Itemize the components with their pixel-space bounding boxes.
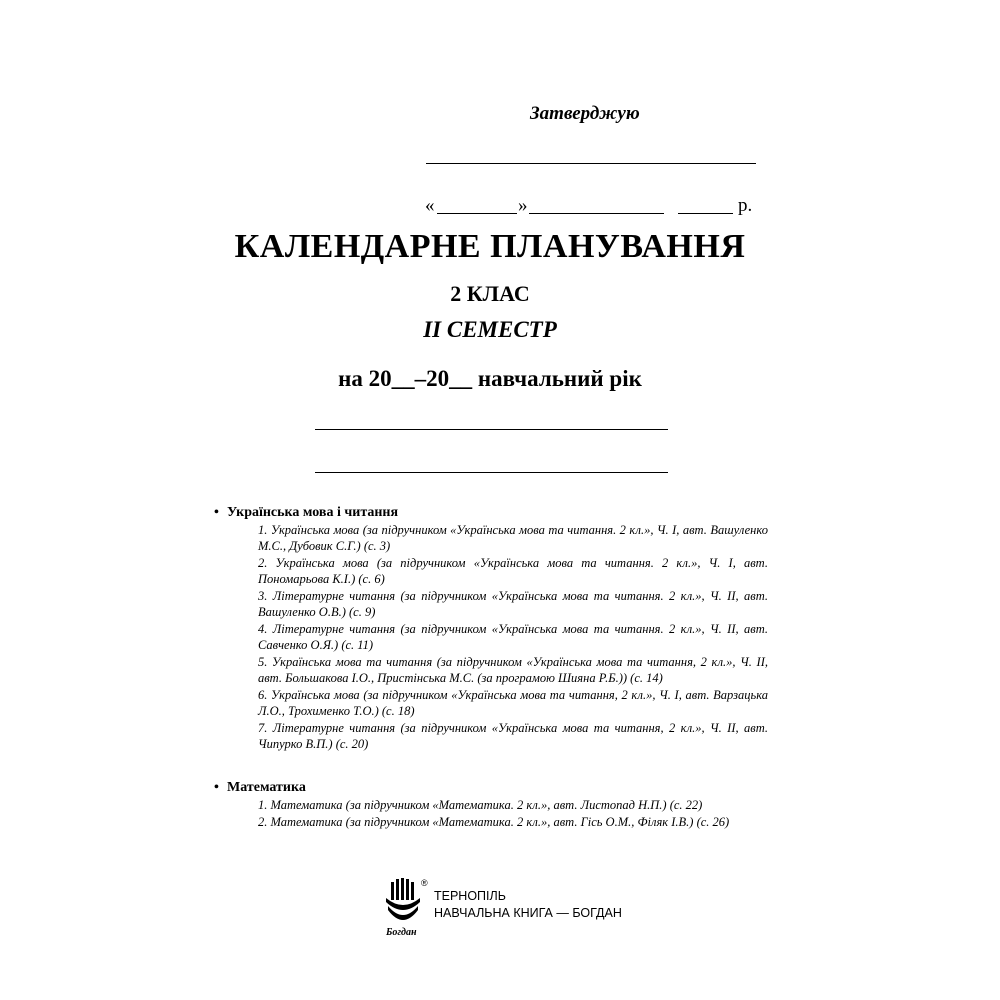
registered-mark: ® [421,878,428,888]
list-item: 1. Математика (за підручником «Математика. 2 кл.», авт. Листопад Н.П.) (с. 22) [258,798,703,812]
section-list-math [258,797,768,831]
school-year-label: на 20__–20__ навчальний рік [338,366,642,391]
year-blank [678,213,733,214]
section-title-ukrainian [214,505,398,521]
approve-label: Затверджую [530,103,640,124]
signature-line [426,163,756,164]
logo-signature: Богдан [386,927,417,938]
publisher-logo-icon [384,878,430,938]
list-item: 6. Українська мова (за підручником «Українська мова та читання, 2 кл.», Ч. І, авт. Варзацька Л.О., Трохименко Т.О.) (с. 18) [258,688,768,718]
date-close-quote: » [518,195,528,216]
publisher-city: ТЕРНОПІЛЬ [434,889,506,903]
list-item: 2. Українська мова (за підручником «Українська мова та читання. 2 кл.», Ч. І, авт. Пономарьова К.І.) (с. 6) [258,556,768,586]
month-blank [529,213,664,214]
list-item: 5. Українська мова та читання (за підручником «Українська мова та читання, 2 кл.», Ч. ІІ, авт. Большакова І.О., Пристінська М.С. (за програмою Шияна Р.Б.)) (с. 14) [258,655,768,685]
list-item: 1. Українська мова (за підручником «Українська мова та читання. 2 кл.», Ч. І, авт. Вашуленко М.С., Дубовик С.Г.) (с. 3) [258,523,768,553]
year-suffix: р. [738,195,753,216]
list-item: 4. Літературне читання (за підручником «Українська мова та читання. 2 кл.», Ч. ІІ, авт. Савченко О.Я.) (с. 11) [258,622,768,652]
page-title: КАЛЕНДАРНЕ ПЛАНУВАННЯ [234,228,746,265]
section-title-math [214,780,306,796]
bullet-icon: • [214,780,219,795]
section-list-ukrainian [258,522,768,753]
semester-label: ІІ СЕМЕСТР [423,317,557,342]
bullet-icon: • [214,505,219,520]
section-title-text: Українська мова і читання [227,505,399,520]
blank-line-2 [315,472,668,473]
list-item: 3. Літературне читання (за підручником «Українська мова та читання. 2 кл.», Ч. ІІ, авт. Вашуленко О.В.) (с. 9) [258,589,768,619]
publisher-info [434,888,622,922]
section-title-text: Математика [227,780,306,795]
date-open-quote: « [425,195,435,216]
publisher-name: НАВЧАЛЬНА КНИГА — БОГДАН [434,906,622,920]
grade-label: 2 КЛАС [450,281,530,306]
list-item: 2. Математика (за підручником «Математика. 2 кл.», авт. Гісь О.М., Філяк І.В.) (с. 26) [258,815,730,829]
blank-line-1 [315,429,668,430]
day-blank [437,213,517,214]
list-item: 7. Літературне читання (за підручником «Українська мова та читання, 2 кл.», Ч. ІІ, авт. Чипурко В.П.) (с. 20) [258,721,768,751]
